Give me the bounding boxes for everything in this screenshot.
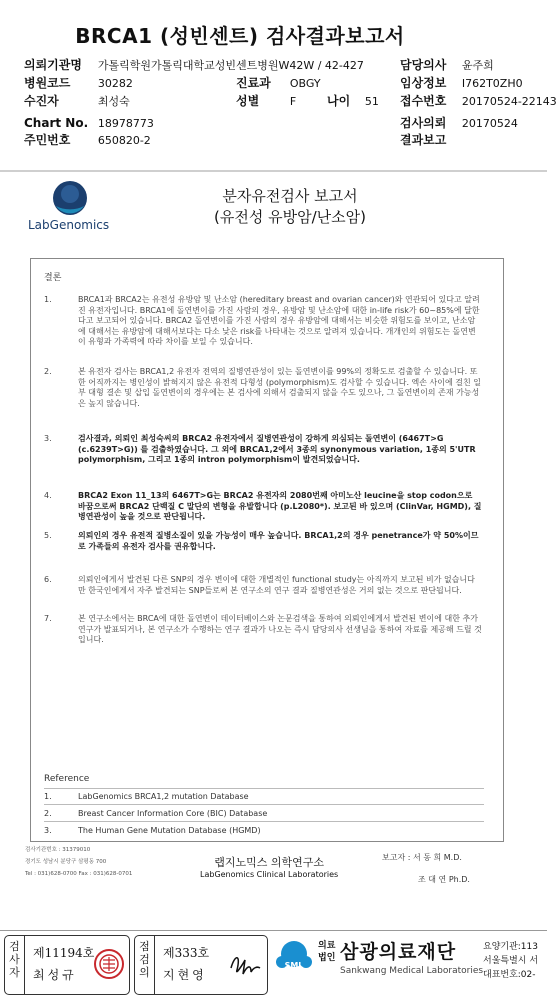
item-number: 7. bbox=[44, 614, 52, 623]
footer-phone: Tel : 031)628-0700 Fax : 031)628-0701 bbox=[25, 871, 133, 877]
institution-value: 가톨릭학원가톨릭대학교성빈센트병원 bbox=[97, 59, 279, 72]
dept-field bbox=[236, 74, 321, 93]
conclusion-item bbox=[40, 367, 480, 417]
footer-lab-name bbox=[200, 854, 338, 879]
footer-lab-name-kr: 랩지노믹스 의학연구소 bbox=[214, 856, 324, 869]
foundation-en-name: Sankwang Medical Laboratories bbox=[340, 966, 484, 976]
report-heading-line1: 분자유전검사 보고서 bbox=[222, 187, 358, 205]
item-text: 검사결과, 의뢰인 최성숙씨의 BRCA2 유전자에서 질병연관성이 강하게 의심되는 돌연변이 (6467T>G (c.6239T>G)) 를 검출하였습니다. 그 외에 BRCA1,2에서 3종의 synonymous variation, 1종의 5'UTR polymorphism, 그리고 1종의 intron polymorphism이 발견되었습니다. bbox=[78, 434, 476, 464]
reference-text: Breast Cancer Information Core (BIC) Database bbox=[78, 809, 268, 818]
reference-item bbox=[44, 826, 261, 835]
item-text: BRCA2 Exon 11_13의 6467T>G는 BRCA2 유전자의 2080번째 아미노산 leucine을 stop codon으로 바꿈으로써 BRCA2 단백질 C 말단의 변형을 유발합니다 (p.L2080*). 보고된 바 있으며 (ClinVar, HGMD), 질병연관성이 높을 것으로 판단됩니다. bbox=[78, 491, 482, 521]
dept-value: OBGY bbox=[289, 77, 321, 90]
result-report-label: 결과보고 bbox=[400, 133, 447, 147]
header-row-doctor bbox=[400, 56, 494, 75]
ward-value: W42W / 42-427 bbox=[278, 59, 364, 72]
receipt-no-label: 접수번호 bbox=[400, 94, 447, 108]
item-number: 2. bbox=[44, 367, 52, 376]
item-number: 4. bbox=[44, 491, 52, 500]
request-date-label: 검사의뢰 bbox=[400, 116, 447, 130]
sex-label: 성별 bbox=[236, 94, 260, 108]
reviewer-name: 지현영 bbox=[163, 968, 207, 982]
director: 조 대 연 Ph.D. bbox=[418, 875, 470, 884]
examiner-name: 최성규 bbox=[33, 968, 77, 982]
reviewer-stamp bbox=[134, 935, 268, 995]
conclusion-item bbox=[40, 491, 480, 531]
foundation-info-line: 대표번호:02- bbox=[483, 970, 536, 980]
reviewer-signature-icon bbox=[227, 950, 263, 980]
hospital-code-label: 병원코드 bbox=[24, 76, 71, 90]
dept-label: 진료과 bbox=[236, 76, 271, 90]
header-divider bbox=[0, 170, 547, 172]
conclusion-item bbox=[40, 531, 480, 561]
sex-field bbox=[236, 92, 296, 111]
footer-license: 검사기관번호 : 31379010 bbox=[25, 847, 91, 853]
doctor-label: 담당의사 bbox=[400, 58, 447, 72]
reference-number: 3. bbox=[44, 826, 52, 835]
age-value: 51 bbox=[364, 95, 379, 108]
request-date-value: 20170524 bbox=[461, 117, 518, 130]
header-row-result-report bbox=[400, 131, 462, 149]
footer-lab-name-en: LabGenomics Clinical Laboratories bbox=[200, 870, 339, 879]
age-label: 나이 bbox=[327, 94, 351, 108]
resident-id-label: 주민번호 bbox=[24, 133, 71, 147]
sml-logo-text: SML bbox=[284, 961, 304, 970]
foundation-info bbox=[483, 940, 538, 982]
institution-label: 의뢰기관명 bbox=[24, 58, 82, 72]
header-row-patient bbox=[24, 92, 130, 111]
age-field bbox=[327, 92, 379, 111]
item-number: 5. bbox=[44, 531, 52, 540]
reference-heading: Reference bbox=[44, 774, 90, 784]
item-text: 의뢰인의 경우 유전적 질병소질이 있을 가능성이 매우 높습니다. BRCA1,2의 경우 penetrance가 약 50%이므로 가족들의 유전자 검사를 권유합니다. bbox=[78, 531, 479, 551]
foundation-info-line: 요양기관:113 bbox=[483, 942, 538, 952]
conclusion-item bbox=[40, 295, 480, 359]
hospital-code-value: 30282 bbox=[97, 77, 133, 90]
item-text: 본 연구소에서는 BRCA에 대한 돌연변이 데이터베이스와 논문검색을 통하여 의뢰인에게서 발견된 변이에 대한 추가 연구가 발표되거나, 본 연구소가 수행하는 연구 결과가 나오는 즉시 담당의사 선생님을 통하여 자료를 제공해 드릴 것입니다. bbox=[78, 614, 482, 644]
receipt-no-value: 20170524-22143 bbox=[461, 95, 557, 108]
item-number: 6. bbox=[44, 575, 52, 584]
item-number: 3. bbox=[44, 434, 52, 443]
report-title: BRCA1 (성빈센트) 검사결과보고서 bbox=[75, 24, 405, 48]
sml-logo-icon bbox=[272, 936, 316, 986]
footer-address: 경기도 성남시 분당구 삼평동 700 bbox=[25, 859, 107, 865]
header-row-hospital-code bbox=[24, 74, 133, 93]
header-row-clinical-info bbox=[400, 74, 523, 93]
reviewer-stamp-label: 점검의 bbox=[135, 936, 155, 994]
examiner-license: 제11194호 bbox=[33, 946, 95, 960]
resident-id-value: 650820-2 bbox=[97, 134, 151, 147]
header-row-resident-id bbox=[24, 131, 151, 150]
reporter: 보고자 : 서 동 희 M.D. bbox=[382, 853, 462, 862]
foundation-name: 삼광의료재단 bbox=[340, 941, 457, 963]
reference-text: The Human Gene Mutation Database (HGMD) bbox=[78, 826, 261, 835]
item-text: BRCA1과 BRCA2는 유전성 유방암 및 난소암 (hereditary breast and ovarian cancer)와 연관되어 있다고 알려진 유전자입니다. BRCA1에 돌연변이를 가진 사람의 경우, 유방암 및 난소암에 대한 in-life risk가 60~85%에 달한다고 보고되어 있습니다. BRCA2 돌연변이를 가진 사람의 경우 유방암에 대해서는 비슷한 위험도를 보이고, 난소암에 대해서는 유방암에 대해서보다는 다소 낮은 risk를 나타내는 것으로 알려져 있습니다. 개개인의 위험도는 돌연변이 유형과 가족력에 따라 차이를 보일 수 있습니다. bbox=[78, 295, 480, 346]
reference-text: LabGenomics BRCA1,2 mutation Database bbox=[78, 792, 249, 801]
labgenomics-logo bbox=[26, 178, 136, 238]
reference-divider bbox=[44, 788, 484, 789]
report-heading bbox=[150, 186, 430, 228]
doctor-value: 윤주희 bbox=[461, 59, 494, 72]
examiner-stamp-label: 검사자 bbox=[5, 936, 25, 994]
foundation-info-line: 서울특별시 서 bbox=[483, 956, 539, 966]
reference-number: 2. bbox=[44, 809, 52, 818]
conclusion-item bbox=[40, 434, 480, 474]
foundation-corp-label: 의료법인 bbox=[318, 941, 336, 963]
examiner-seal-icon bbox=[93, 948, 125, 980]
item-text: 본 유전자 검사는 BRCA1,2 유전자 전역의 질병연관성이 있는 돌연변이를 99%의 정확도로 검출할 수 있습니다. 또한 어직까지는 병인성이 밝혀지지 않은 유전적 다형성 (polymorphism)도 검사할 수 있습니다. 엑손 사이에 걸친 일부 대형 결손 및 삽입 돌연변이의 경우에는 본 검사에 의해서 검출되지 않을 수도 있으나, 그 돌연변이의 존재 가능성은 높지 않습니다. bbox=[78, 367, 482, 408]
conclusion-heading: 결론 bbox=[44, 273, 62, 283]
reference-item bbox=[44, 792, 249, 801]
reviewer-license: 제333호 bbox=[163, 946, 210, 960]
report-heading-line2: (유전성 유방암/난소암) bbox=[214, 208, 366, 226]
chart-no-value: 18978773 bbox=[97, 117, 154, 130]
reference-number: 1. bbox=[44, 792, 52, 801]
sex-value: F bbox=[289, 95, 297, 108]
header-row-receipt-no bbox=[400, 92, 557, 111]
item-number: 1. bbox=[44, 295, 52, 304]
reference-divider bbox=[44, 821, 484, 822]
header-row-institution bbox=[24, 56, 364, 75]
reference-item bbox=[44, 809, 267, 818]
labgenomics-logo-text: LabGenomics bbox=[28, 218, 110, 232]
conclusion-item bbox=[40, 575, 480, 609]
item-text: 의뢰인에게서 발견된 다른 SNP의 경우 변이에 대한 개별적인 functional study는 아직까지 보고된 비가 없습니다만 한국인에게서 자주 발견되는 SNP들로써 본 연구소의 연구 결과 질병연관성은 거의 없는 것으로 판단됩니다. bbox=[78, 575, 475, 595]
examiner-stamp bbox=[4, 935, 130, 995]
patient-label: 수진자 bbox=[24, 94, 59, 108]
chart-no-label: Chart No. bbox=[24, 116, 89, 130]
clinical-info-label: 임상정보 bbox=[400, 76, 447, 90]
footer-divider bbox=[0, 930, 547, 931]
reference-divider bbox=[44, 804, 484, 805]
conclusion-item bbox=[40, 614, 480, 648]
clinical-info-value: I762T0ZH0 bbox=[461, 77, 523, 90]
patient-value: 최성숙 bbox=[97, 95, 130, 108]
